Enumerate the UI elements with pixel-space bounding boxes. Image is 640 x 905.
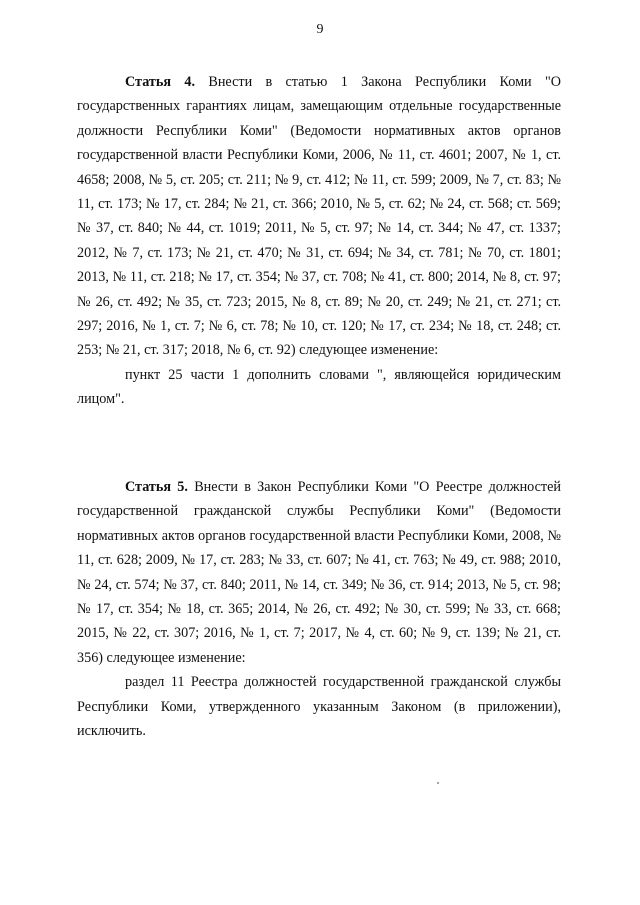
scan-speck — [437, 782, 439, 784]
article-5-amendment: раздел 11 Реестра должностей государственной гражданской службы Республики Коми, утвержденного указанным Законом (в приложении), исключить. — [77, 674, 561, 740]
article-5 — [77, 475, 561, 743]
article-4-body: Внести в статью 1 Закона Республики Коми "О государственных гарантиях лицам, замещающим отдельные государственные должности Республики Коми" (Ведомости нормативных актов органов государственной власти Республики Коми, 2006, № 11, ст. 4601; 2007, № 1, ст. 4658; 2008, № 5, ст. 205; ст. 211; № 9, ст. 412; № 11, ст. 599; 2009, № 7, ст. 83; № 11, ст. 173; № 17, ст. 284; № 21, ст. 366; 2010, № 5, ст. 62; № 24, ст. 568; ст. 569; № 37, ст. 840; № 44, ст. 1019; 2011, № 5, ст. 97; № 14, ст. 344; № 47, ст. 1337; 2012, № 7, ст. 173; № 21, ст. 470; № 31, ст. 694; № 34, ст. 781; № 70, ст. 1801; 2013, № 11, ст. 218; № 17, ст. 354; № 37, ст. 708; № 41, ст. 800; 2014, № 8, ст. 97; № 26, ст. 492; № 35, ст. 723; 2015, № 8, ст. 89; № 20, ст. 249; № 21, ст. 271; ст. 297; 2016, № 1, ст. 7; № 6, ст. 78; № 10, ст. 120; № 17, ст. 234; № 18, ст. 248; ст. 253; № 21, ст. 317; 2018, № 6, ст. 92) следующее изменение: — [77, 74, 562, 359]
page-number: 9 — [316, 22, 324, 37]
article-4-amendment: пункт 25 части 1 дополнить словами ", являющейся юридическим лицом". — [77, 366, 561, 408]
article-4-paragraph — [77, 70, 561, 363]
article-5-heading: Статья 5. — [125, 479, 188, 495]
article-5-paragraph — [77, 475, 561, 670]
article-5-body: Внести в Закон Республики Коми "О Реестре должностей государственной гражданской службы Республики Коми" (Ведомости нормативных актов органов государственной власти Республики Коми, 2008, № 11, ст. 628; 2009, № 17, ст. 283; № 33, ст. 607; № 41, ст. 763; № 49, ст. 988; 2010, № 24, ст. 574; № 37, ст. 840; 2011, № 14, ст. 349; № 36, ст. 914; 2013, № 5, ст. 98; № 17, ст. 354; № 18, ст. 365; 2014, № 26, ст. 492; № 30, ст. 599; № 33, ст. 668; 2015, № 22, ст. 307; 2016, № 1, ст. 7; 2017, № 4, ст. 60; № 9, ст. 139; № 21, ст. 356) следующее изменение: — [77, 479, 562, 666]
article-4-heading: Статья 4. — [125, 74, 196, 90]
article-4 — [77, 70, 561, 412]
